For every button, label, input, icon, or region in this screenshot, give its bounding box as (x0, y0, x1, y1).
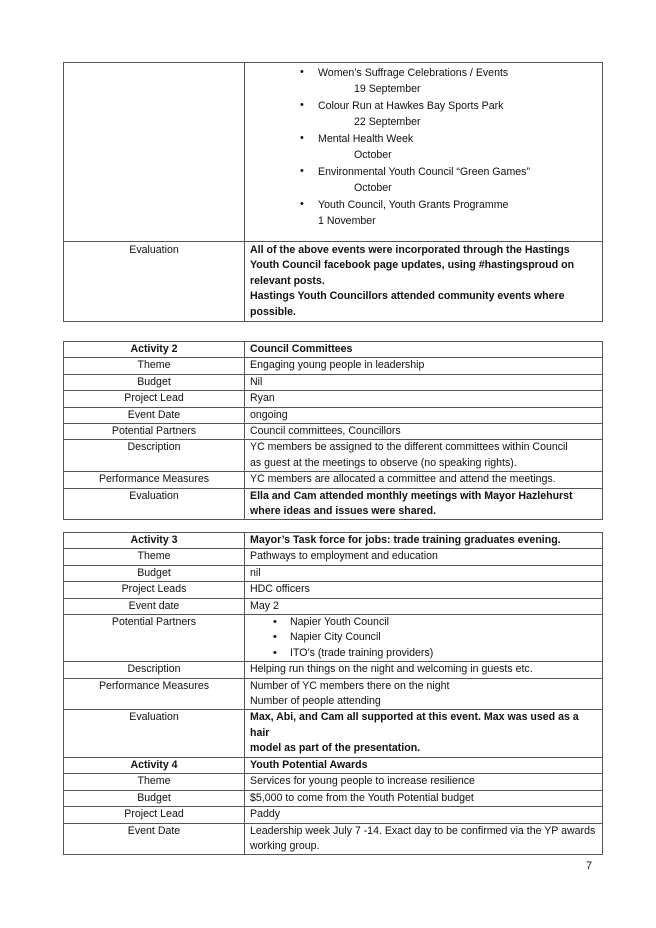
row-label: Event date (64, 598, 245, 614)
row-label: Project Lead (64, 807, 245, 823)
row-value (245, 615, 603, 662)
table-row (64, 391, 603, 407)
value-line: Max, Abi, and Cam all supported at this event. Max was used as a hair (250, 711, 579, 739)
list-item (273, 646, 597, 661)
value-line: YC members be assigned to the different committees within Council (250, 441, 568, 454)
list-item (300, 131, 597, 163)
row-value (245, 472, 603, 488)
value-line: Mayor’s Task force for jobs: trade training graduates evening. (250, 534, 561, 546)
row-value (245, 374, 603, 390)
row-label: Project Leads (64, 582, 245, 598)
row-label: Theme (64, 358, 245, 374)
table-row (64, 582, 603, 598)
value-line: Number of YC members there on the night (250, 679, 450, 692)
page-number: 7 (586, 860, 593, 872)
value-line: Ella and Cam attended monthly meetings with Mayor Hazlehurst (250, 489, 573, 502)
table-row (64, 615, 603, 662)
value-line: working group. (250, 840, 320, 853)
value-line: Youth Potential Awards (250, 759, 368, 771)
value-line: Engaging young people in leadership (250, 359, 425, 372)
value-line: ongoing (250, 408, 288, 421)
row-label: Performance Measures (64, 472, 245, 488)
row-value (245, 358, 603, 374)
value-line: Nil (250, 375, 263, 388)
event-date: 22 September (354, 116, 421, 128)
table-row (64, 758, 603, 774)
table-row (64, 598, 603, 614)
event-name: Women’s Suffrage Celebrations / Events (318, 67, 509, 79)
table-row (64, 662, 603, 678)
value-line: May 2 (250, 599, 279, 612)
value-line: Paddy (250, 808, 281, 821)
partner-name: Napier City Council (290, 631, 381, 644)
value-line: Pathways to employment and education (250, 550, 438, 563)
event-date: October (354, 182, 392, 194)
table-row (64, 424, 603, 440)
events-cell (245, 63, 603, 242)
row-value (245, 598, 603, 614)
activity-3-table (63, 532, 603, 758)
row-value (245, 678, 603, 710)
activity-4-table (63, 757, 603, 855)
event-date: 1 November (318, 215, 376, 227)
event-name: Environmental Youth Council “Green Games” (318, 166, 530, 178)
value-line: as guest at the meetings to observe (no speaking rights). (250, 456, 517, 469)
list-item (300, 164, 597, 196)
value-line: model as part of the presentation. (250, 742, 421, 755)
partner-name: ITO’s (trade training providers) (290, 646, 434, 659)
table-row (64, 472, 603, 488)
list-item (300, 197, 597, 229)
row-value (245, 342, 603, 358)
row-label: Performance Measures (64, 678, 245, 710)
event-name: Mental Health Week (318, 133, 414, 145)
value-line: HDC officers (250, 583, 310, 596)
event-date: October (354, 149, 392, 161)
value-line: nil (250, 566, 261, 579)
bullet-icon: • (300, 198, 304, 210)
row-value (245, 758, 603, 774)
evaluation-text: All of the above events were incorporated through the Hastings Youth Council facebook page updates, using #hastingsproud on relevant posts. Hastings Youth Councillors attended community events where possible. (245, 242, 603, 322)
row-value (245, 533, 603, 549)
event-name: Youth Council, Youth Grants Programme (318, 199, 509, 211)
table-row (64, 488, 603, 520)
table-row (64, 710, 603, 757)
table-row (64, 533, 603, 549)
row-value (245, 549, 603, 565)
row-label: Description (64, 662, 245, 678)
row-label: Event Date (64, 823, 245, 855)
table-row (64, 678, 603, 710)
bullet-icon: • (300, 165, 304, 177)
row-label: Theme (64, 549, 245, 565)
bullet-icon: • (300, 66, 304, 78)
value-line: Leadership week July 7 -14. Exact day to be confirmed via the YP awards (250, 824, 596, 837)
row-label: Event Date (64, 407, 245, 423)
row-label: Budget (64, 565, 245, 581)
bullet-icon: • (273, 646, 277, 659)
row-value (245, 488, 603, 520)
value-line: Number of people attending (250, 695, 381, 708)
row-label: Activity 2 (64, 342, 245, 358)
row-value (245, 710, 603, 757)
row-label: Activity 3 (64, 533, 245, 549)
bullet-icon: • (273, 616, 277, 629)
activity-2-table (63, 341, 603, 520)
table-row (64, 63, 603, 242)
partners-list (273, 615, 597, 661)
list-item (300, 98, 597, 130)
value-line: $5,000 to come from the Youth Potential budget (250, 791, 474, 804)
row-label: Budget (64, 790, 245, 806)
value-line: where ideas and issues were shared. (250, 505, 437, 518)
row-label: Project Lead (64, 391, 245, 407)
table-row (64, 565, 603, 581)
row-value (245, 440, 603, 472)
table-row (64, 440, 603, 472)
value-line: Helping run things on the night and welcoming in guests etc. (250, 663, 533, 676)
event-name: Colour Run at Hawkes Bay Sports Park (318, 100, 504, 112)
evaluation-label: Evaluation (64, 242, 245, 322)
row-value (245, 424, 603, 440)
value-line: YC members are allocated a committee and attend the meetings. (250, 473, 556, 486)
row-value (245, 774, 603, 790)
bullet-icon: • (300, 132, 304, 144)
table-row (64, 807, 603, 823)
row-value (245, 391, 603, 407)
bullet-icon: • (273, 631, 277, 644)
row-label: Activity 4 (64, 758, 245, 774)
row-value (245, 790, 603, 806)
value-line: Services for young people to increase resilience (250, 775, 475, 788)
table-row (64, 358, 603, 374)
row-label: Potential Partners (64, 424, 245, 440)
row-value (245, 582, 603, 598)
table-row (64, 774, 603, 790)
row-value (245, 662, 603, 678)
value-line: Council committees, Councillors (250, 425, 401, 438)
table-row (64, 790, 603, 806)
empty-label-cell (64, 63, 245, 242)
list-item (273, 615, 597, 630)
row-label: Evaluation (64, 488, 245, 520)
row-value (245, 823, 603, 855)
table-row (64, 549, 603, 565)
events-list (300, 65, 597, 229)
row-value (245, 807, 603, 823)
row-value (245, 407, 603, 423)
partner-name: Napier Youth Council (290, 616, 389, 629)
table-row (64, 374, 603, 390)
row-label: Budget (64, 374, 245, 390)
table-row (64, 823, 603, 855)
value-line: Ryan (250, 392, 275, 405)
value-line: Council Committees (250, 343, 353, 355)
bullet-icon: • (300, 99, 304, 111)
row-label: Evaluation (64, 710, 245, 757)
event-date: 19 September (354, 83, 421, 95)
table-row (64, 342, 603, 358)
row-label: Theme (64, 774, 245, 790)
list-item (300, 65, 597, 97)
table-row (64, 407, 603, 423)
table-row (64, 242, 603, 322)
row-label: Description (64, 440, 245, 472)
row-label: Potential Partners (64, 615, 245, 662)
row-value (245, 565, 603, 581)
list-item (273, 630, 597, 645)
events-table (63, 62, 603, 322)
